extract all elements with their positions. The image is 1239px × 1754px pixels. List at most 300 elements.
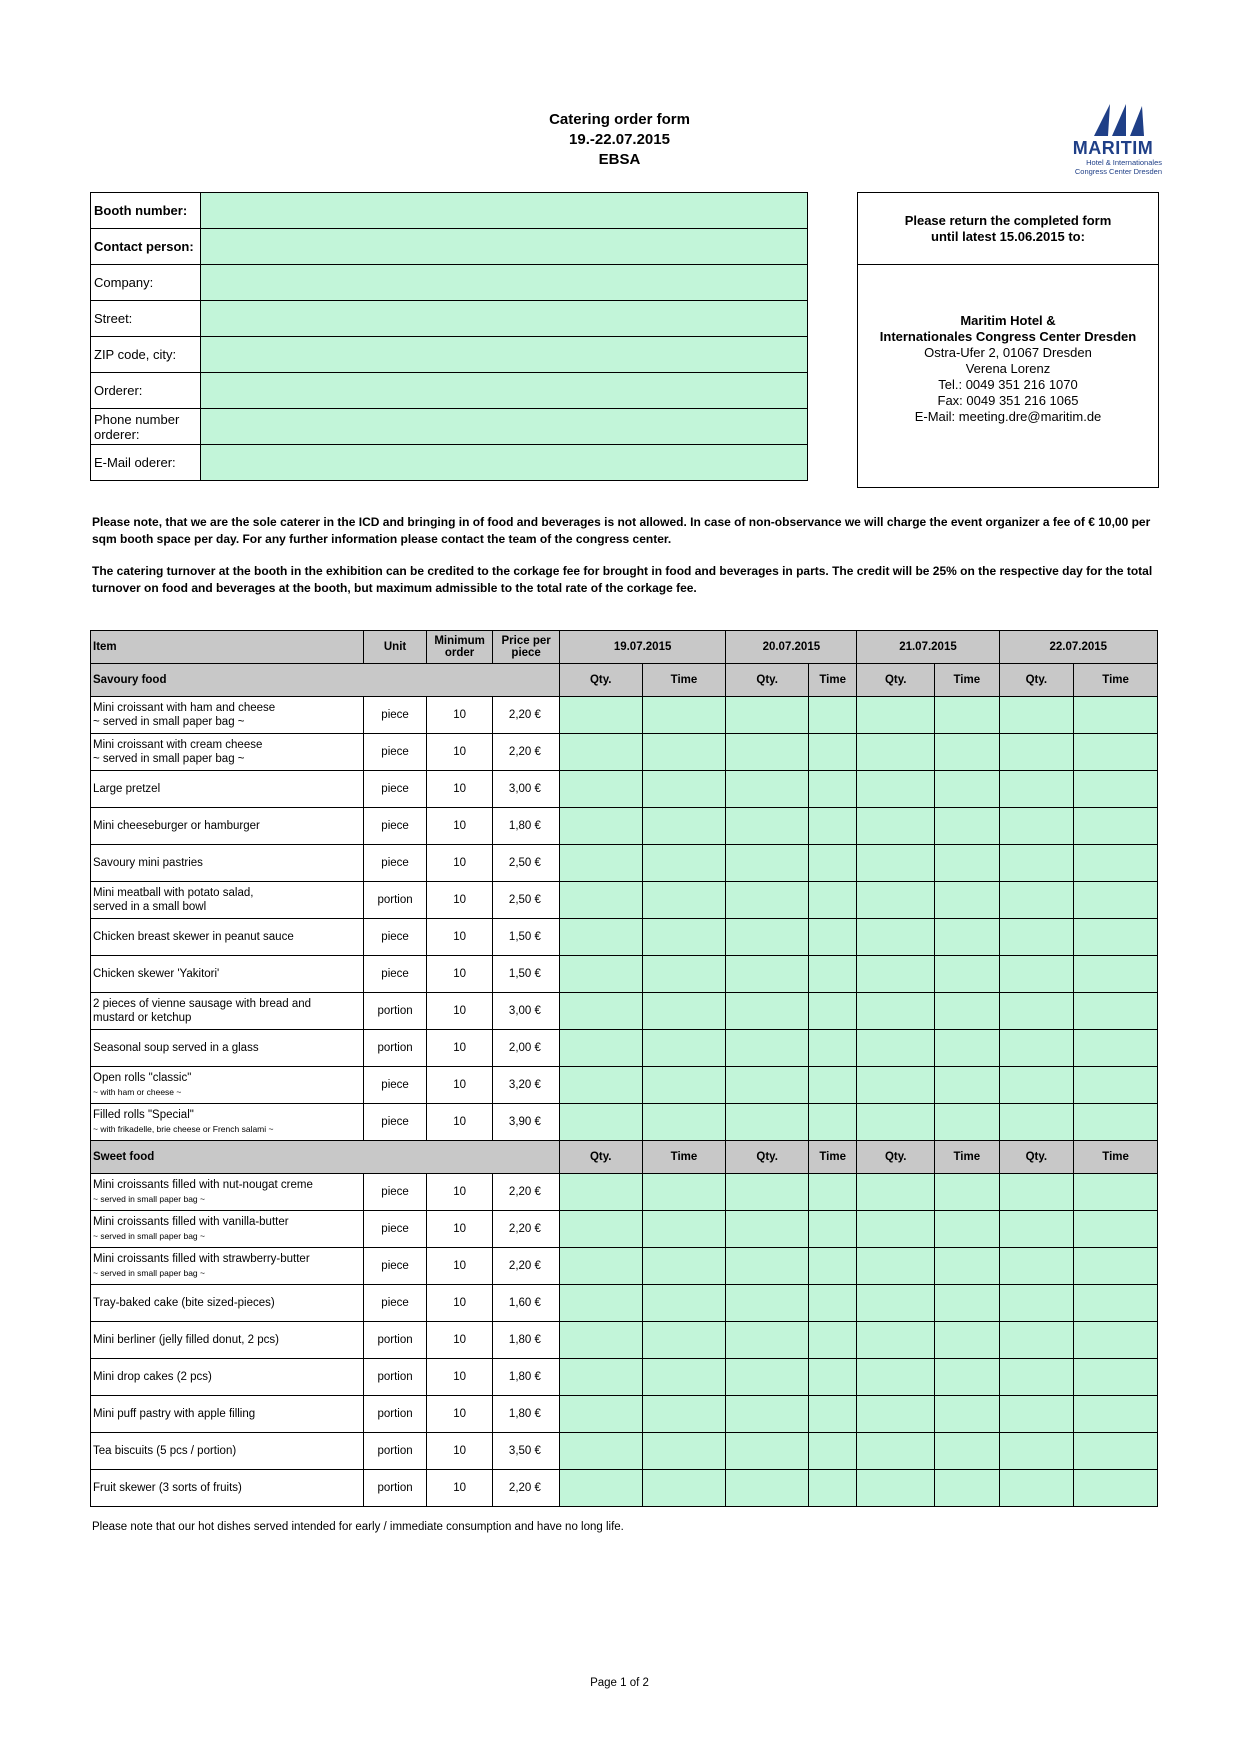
qty-input[interactable]: [857, 1248, 935, 1285]
time-input[interactable]: [808, 1211, 856, 1248]
item-min-order: 10: [426, 1174, 493, 1211]
qty-input[interactable]: [857, 1067, 935, 1104]
item-price: 3,20 €: [493, 1067, 560, 1104]
item-min-order: 10: [426, 697, 493, 734]
time-input[interactable]: [1074, 1174, 1158, 1211]
time-input[interactable]: [1074, 1248, 1158, 1285]
time-input[interactable]: [642, 697, 726, 734]
time-input[interactable]: [642, 1104, 726, 1141]
item-name: Mini croissants filled with strawberry-butter: [93, 1253, 310, 1265]
time-input[interactable]: [642, 882, 726, 919]
time-input[interactable]: [808, 882, 856, 919]
contact-row: [91, 445, 808, 481]
item-price: 1,50 €: [493, 956, 560, 993]
footnote: Please note that our hot dishes served intended for early / immediate consumption and have no long life.: [92, 1521, 624, 1533]
item-name: 2 pieces of vienne sausage with bread and: [93, 998, 312, 1010]
qty-input[interactable]: [726, 808, 809, 845]
time-input[interactable]: [808, 919, 856, 956]
contact-row: [91, 229, 808, 265]
contact-input-field[interactable]: [201, 229, 808, 265]
time-input[interactable]: [1074, 1396, 1158, 1433]
item-cell: [91, 697, 364, 734]
qty-input[interactable]: [559, 956, 642, 993]
time-input[interactable]: [642, 1211, 726, 1248]
qty-input[interactable]: [559, 1067, 642, 1104]
item-min-order: 10: [426, 808, 493, 845]
qty-input[interactable]: [857, 808, 935, 845]
contact-label: Company:: [91, 265, 201, 301]
table-row: [91, 1359, 1158, 1396]
item-cell: [91, 1067, 364, 1104]
item-name: Chicken breast skewer in peanut sauce: [93, 931, 294, 943]
qty-input[interactable]: [726, 882, 809, 919]
time-header: Time: [642, 1141, 726, 1174]
time-input[interactable]: [808, 808, 856, 845]
qty-input[interactable]: [559, 734, 642, 771]
time-input[interactable]: [808, 1030, 856, 1067]
qty-input[interactable]: [857, 1285, 935, 1322]
item-unit: portion: [364, 993, 427, 1030]
qty-input[interactable]: [857, 734, 935, 771]
qty-input[interactable]: [999, 1104, 1074, 1141]
item-min-order: 10: [426, 845, 493, 882]
time-input[interactable]: [808, 1359, 856, 1396]
item-unit: piece: [364, 919, 427, 956]
time-input[interactable]: [935, 771, 1000, 808]
time-input[interactable]: [935, 993, 1000, 1030]
qty-input[interactable]: [559, 993, 642, 1030]
time-input[interactable]: [642, 1067, 726, 1104]
time-input[interactable]: [642, 734, 726, 771]
qty-input[interactable]: [999, 1359, 1074, 1396]
time-header: Time: [935, 664, 1000, 697]
qty-input[interactable]: [726, 993, 809, 1030]
contact-input-field[interactable]: [201, 301, 808, 337]
item-min-order: 10: [426, 1030, 493, 1067]
qty-input[interactable]: [857, 1104, 935, 1141]
qty-input[interactable]: [857, 771, 935, 808]
item-cell: [91, 1322, 364, 1359]
time-input[interactable]: [935, 919, 1000, 956]
item-unit: piece: [364, 734, 427, 771]
qty-input[interactable]: [999, 1248, 1074, 1285]
time-input[interactable]: [808, 845, 856, 882]
time-input[interactable]: [642, 1470, 726, 1507]
contact-input-field[interactable]: [201, 409, 808, 445]
contact-row: [91, 409, 808, 445]
qty-input[interactable]: [559, 1433, 642, 1470]
address-line-3: Ostra-Ufer 2, 01067 Dresden: [924, 345, 1092, 360]
time-header: Time: [935, 1141, 1000, 1174]
time-input[interactable]: [642, 1030, 726, 1067]
col-min-order-header: Minimum order: [426, 631, 493, 664]
qty-input[interactable]: [726, 771, 809, 808]
item-cell: [91, 1174, 364, 1211]
item-min-order: 10: [426, 1359, 493, 1396]
item-name: Mini croissants filled with nut-nougat creme: [93, 1179, 313, 1191]
time-input[interactable]: [1074, 1322, 1158, 1359]
contact-label: Street:: [91, 301, 201, 337]
qty-input[interactable]: [999, 734, 1074, 771]
qty-header: Qty.: [559, 1141, 642, 1174]
item-note: ~ served in small paper bag ~: [93, 716, 245, 728]
contact-input-field[interactable]: [201, 445, 808, 481]
time-input[interactable]: [808, 697, 856, 734]
item-min-order: 10: [426, 1211, 493, 1248]
contact-input-field[interactable]: [201, 373, 808, 409]
time-input[interactable]: [808, 1248, 856, 1285]
time-input[interactable]: [935, 697, 1000, 734]
qty-input[interactable]: [999, 1174, 1074, 1211]
qty-input[interactable]: [726, 1359, 809, 1396]
time-input[interactable]: [935, 845, 1000, 882]
time-input[interactable]: [1074, 919, 1158, 956]
item-name: Mini drop cakes (2 pcs): [93, 1371, 212, 1383]
day-header: 22.07.2015: [999, 631, 1157, 664]
contact-row: [91, 193, 808, 229]
item-cell: [91, 993, 364, 1030]
table-row: [91, 1433, 1158, 1470]
item-unit: piece: [364, 956, 427, 993]
page-number: Page 1 of 2: [590, 1677, 649, 1689]
item-cell: [91, 1470, 364, 1507]
qty-input[interactable]: [999, 1322, 1074, 1359]
qty-input[interactable]: [559, 808, 642, 845]
qty-input[interactable]: [559, 1470, 642, 1507]
qty-input[interactable]: [857, 1359, 935, 1396]
qty-input[interactable]: [857, 1030, 935, 1067]
item-note: served in a small bowl: [93, 901, 207, 913]
qty-input[interactable]: [726, 919, 809, 956]
qty-input[interactable]: [726, 1470, 809, 1507]
qty-input[interactable]: [999, 1285, 1074, 1322]
item-min-order: 10: [426, 956, 493, 993]
time-input[interactable]: [935, 1359, 1000, 1396]
qty-input[interactable]: [559, 1248, 642, 1285]
time-input[interactable]: [1074, 697, 1158, 734]
contact-input-field[interactable]: [201, 193, 808, 229]
qty-input[interactable]: [857, 1211, 935, 1248]
item-name: Open rolls "classic": [93, 1072, 192, 1084]
table-row: [91, 1104, 1158, 1141]
time-input[interactable]: [642, 1396, 726, 1433]
qty-input[interactable]: [999, 1470, 1074, 1507]
time-input[interactable]: [1074, 1067, 1158, 1104]
qty-input[interactable]: [726, 1104, 809, 1141]
item-unit: portion: [364, 882, 427, 919]
item-price: 1,80 €: [493, 1322, 560, 1359]
return-line-2: until latest 15.06.2015 to:: [931, 229, 1085, 244]
item-name: Tea biscuits (5 pcs / portion): [93, 1445, 237, 1457]
item-min-order: 10: [426, 1470, 493, 1507]
time-input[interactable]: [808, 956, 856, 993]
item-min-order: 10: [426, 1104, 493, 1141]
item-cell: [91, 882, 364, 919]
time-input[interactable]: [1074, 1470, 1158, 1507]
time-input[interactable]: [1074, 845, 1158, 882]
qty-input[interactable]: [726, 1067, 809, 1104]
time-input[interactable]: [1074, 771, 1158, 808]
order-table: [90, 630, 1158, 1507]
qty-input[interactable]: [559, 882, 642, 919]
qty-input[interactable]: [726, 1174, 809, 1211]
item-name: Filled rolls "Special": [93, 1109, 194, 1121]
qty-header: Qty.: [857, 1141, 935, 1174]
qty-input[interactable]: [559, 1174, 642, 1211]
item-unit: piece: [364, 771, 427, 808]
item-unit: portion: [364, 1322, 427, 1359]
time-input[interactable]: [1074, 1104, 1158, 1141]
qty-input[interactable]: [999, 956, 1074, 993]
item-price: 1,80 €: [493, 808, 560, 845]
time-input[interactable]: [935, 1433, 1000, 1470]
time-input[interactable]: [808, 1067, 856, 1104]
qty-input[interactable]: [999, 1211, 1074, 1248]
col-unit-header: Unit: [364, 631, 427, 664]
item-cell: [91, 919, 364, 956]
contact-input-field[interactable]: [201, 265, 808, 301]
time-input[interactable]: [808, 771, 856, 808]
item-cell: [91, 845, 364, 882]
sails-icon: [1064, 100, 1162, 140]
time-input[interactable]: [808, 1433, 856, 1470]
item-cell: [91, 1396, 364, 1433]
time-input[interactable]: [642, 845, 726, 882]
section-header-row: [91, 664, 1158, 697]
qty-input[interactable]: [857, 882, 935, 919]
item-price: 3,90 €: [493, 1104, 560, 1141]
item-min-order: 10: [426, 734, 493, 771]
time-input[interactable]: [935, 1470, 1000, 1507]
time-input[interactable]: [935, 1030, 1000, 1067]
time-header: Time: [642, 664, 726, 697]
time-input[interactable]: [1074, 808, 1158, 845]
address-email: E-Mail: meeting.dre@maritim.de: [914, 409, 1102, 424]
qty-header: Qty.: [999, 1141, 1074, 1174]
item-note: ~ served in small paper bag ~: [93, 753, 245, 765]
time-input[interactable]: [1074, 734, 1158, 771]
time-input[interactable]: [1074, 1030, 1158, 1067]
time-input[interactable]: [808, 734, 856, 771]
contact-input-field[interactable]: [201, 337, 808, 373]
qty-input[interactable]: [857, 697, 935, 734]
qty-input[interactable]: [559, 1104, 642, 1141]
qty-input[interactable]: [857, 845, 935, 882]
item-price: 2,20 €: [493, 734, 560, 771]
time-input[interactable]: [1074, 1211, 1158, 1248]
qty-input[interactable]: [999, 1396, 1074, 1433]
item-name: Mini puff pastry with apple filling: [93, 1408, 256, 1420]
qty-input[interactable]: [559, 1030, 642, 1067]
item-unit: piece: [364, 1174, 427, 1211]
qty-input[interactable]: [999, 882, 1074, 919]
time-input[interactable]: [808, 1470, 856, 1507]
time-input[interactable]: [1074, 882, 1158, 919]
qty-input[interactable]: [559, 697, 642, 734]
time-input[interactable]: [642, 919, 726, 956]
time-input[interactable]: [935, 1067, 1000, 1104]
contact-label: Phone number orderer:: [91, 409, 201, 445]
time-input[interactable]: [1074, 1285, 1158, 1322]
table-header-row: [91, 631, 1158, 664]
time-input[interactable]: [1074, 1433, 1158, 1470]
item-unit: portion: [364, 1359, 427, 1396]
item-note: mustard or ketchup: [93, 1012, 192, 1024]
qty-input[interactable]: [726, 956, 809, 993]
item-note: ~ served in small paper bag ~: [93, 1194, 205, 1204]
table-row: [91, 734, 1158, 771]
logo-brand: MARITIM: [1072, 138, 1154, 158]
note-sole-caterer: Please note, that we are the sole caterer in the ICD and bringing in of food and beverages is not allowed. In case of non-observance we will charge the event organizer a fee of € 10,00 per sqm booth space per day. For any further information please contact the team of the congress center.: [92, 515, 1151, 546]
logo-subtitle: [1064, 158, 1162, 176]
qty-input[interactable]: [999, 1067, 1074, 1104]
qty-input[interactable]: [999, 1433, 1074, 1470]
return-line-1: Please return the completed form: [904, 213, 1112, 228]
time-input[interactable]: [642, 1359, 726, 1396]
qty-input[interactable]: [857, 993, 935, 1030]
time-input[interactable]: [808, 1285, 856, 1322]
item-name: Mini cheeseburger or hamburger: [93, 820, 260, 832]
qty-input[interactable]: [726, 1211, 809, 1248]
qty-input[interactable]: [726, 1285, 809, 1322]
item-name: Mini croissant with cream cheese: [93, 739, 263, 751]
time-input[interactable]: [642, 1248, 726, 1285]
time-header: Time: [1074, 1141, 1158, 1174]
qty-input[interactable]: [857, 956, 935, 993]
time-input[interactable]: [1074, 1359, 1158, 1396]
form-title: Catering order form: [549, 111, 690, 128]
time-input[interactable]: [808, 1396, 856, 1433]
item-cell: [91, 1359, 364, 1396]
contact-label: E-Mail oderer:: [91, 445, 201, 481]
form-title-block: [0, 110, 1239, 170]
time-input[interactable]: [935, 1174, 1000, 1211]
item-price: 2,20 €: [493, 1211, 560, 1248]
item-price: 2,20 €: [493, 1248, 560, 1285]
qty-input[interactable]: [999, 919, 1074, 956]
qty-input[interactable]: [559, 845, 642, 882]
item-note: ~ with ham or cheese ~: [93, 1087, 182, 1097]
item-name: Mini croissants filled with vanilla-butter: [93, 1216, 289, 1228]
qty-input[interactable]: [559, 1322, 642, 1359]
qty-input[interactable]: [559, 1211, 642, 1248]
contact-row: [91, 265, 808, 301]
form-dates: 19.-22.07.2015: [569, 131, 670, 148]
return-box: [857, 192, 1159, 488]
qty-input[interactable]: [999, 845, 1074, 882]
qty-input[interactable]: [559, 919, 642, 956]
item-cell: [91, 1285, 364, 1322]
time-input[interactable]: [935, 882, 1000, 919]
time-input[interactable]: [935, 1211, 1000, 1248]
qty-input[interactable]: [726, 697, 809, 734]
time-input[interactable]: [935, 956, 1000, 993]
qty-input[interactable]: [726, 845, 809, 882]
time-input[interactable]: [642, 1322, 726, 1359]
qty-input[interactable]: [999, 697, 1074, 734]
time-input[interactable]: [642, 808, 726, 845]
time-input[interactable]: [935, 1285, 1000, 1322]
item-unit: portion: [364, 1396, 427, 1433]
time-header: Time: [808, 664, 856, 697]
qty-input[interactable]: [726, 734, 809, 771]
qty-input[interactable]: [726, 1030, 809, 1067]
time-input[interactable]: [642, 771, 726, 808]
time-input[interactable]: [935, 1104, 1000, 1141]
contact-row: [91, 373, 808, 409]
item-name: Mini berliner (jelly filled donut, 2 pcs): [93, 1334, 279, 1346]
item-price: 1,50 €: [493, 919, 560, 956]
qty-input[interactable]: [726, 1433, 809, 1470]
item-min-order: 10: [426, 993, 493, 1030]
table-row: [91, 1030, 1158, 1067]
qty-input[interactable]: [857, 1470, 935, 1507]
table-row: [91, 697, 1158, 734]
item-price: 3,00 €: [493, 771, 560, 808]
time-input[interactable]: [935, 734, 1000, 771]
qty-input[interactable]: [857, 1396, 935, 1433]
time-input[interactable]: [642, 993, 726, 1030]
item-cell: [91, 771, 364, 808]
qty-input[interactable]: [857, 1174, 935, 1211]
time-input[interactable]: [1074, 956, 1158, 993]
time-input[interactable]: [935, 1248, 1000, 1285]
qty-input[interactable]: [857, 1322, 935, 1359]
time-input[interactable]: [642, 956, 726, 993]
time-input[interactable]: [935, 808, 1000, 845]
qty-input[interactable]: [857, 919, 935, 956]
item-cell: [91, 1211, 364, 1248]
time-input[interactable]: [1074, 993, 1158, 1030]
item-min-order: 10: [426, 1067, 493, 1104]
qty-input[interactable]: [999, 993, 1074, 1030]
item-min-order: 10: [426, 1322, 493, 1359]
time-input[interactable]: [808, 993, 856, 1030]
item-price: 2,00 €: [493, 1030, 560, 1067]
qty-input[interactable]: [999, 1030, 1074, 1067]
item-cell: [91, 1030, 364, 1067]
day-header: 19.07.2015: [559, 631, 725, 664]
item-cell: [91, 1104, 364, 1141]
qty-input[interactable]: [559, 1359, 642, 1396]
time-input[interactable]: [642, 1174, 726, 1211]
maritim-logo: [1064, 100, 1162, 176]
contact-label: Booth number:: [91, 193, 201, 229]
item-name: Seasonal soup served in a glass: [93, 1042, 259, 1054]
time-input[interactable]: [642, 1285, 726, 1322]
qty-input[interactable]: [999, 808, 1074, 845]
qty-input[interactable]: [999, 771, 1074, 808]
qty-input[interactable]: [857, 1433, 935, 1470]
qty-input[interactable]: [726, 1322, 809, 1359]
qty-header: Qty.: [726, 1141, 809, 1174]
time-input[interactable]: [808, 1322, 856, 1359]
qty-input[interactable]: [559, 771, 642, 808]
item-note: ~ with frikadelle, brie cheese or French salami ~: [93, 1124, 274, 1134]
item-price: 1,80 €: [493, 1359, 560, 1396]
qty-input[interactable]: [559, 1396, 642, 1433]
time-input[interactable]: [935, 1396, 1000, 1433]
qty-input[interactable]: [726, 1396, 809, 1433]
time-input[interactable]: [642, 1433, 726, 1470]
item-price: 3,50 €: [493, 1433, 560, 1470]
time-input[interactable]: [808, 1104, 856, 1141]
section-header-row: [91, 1141, 1158, 1174]
time-input[interactable]: [935, 1322, 1000, 1359]
qty-input[interactable]: [726, 1248, 809, 1285]
qty-input[interactable]: [559, 1285, 642, 1322]
time-input[interactable]: [808, 1174, 856, 1211]
